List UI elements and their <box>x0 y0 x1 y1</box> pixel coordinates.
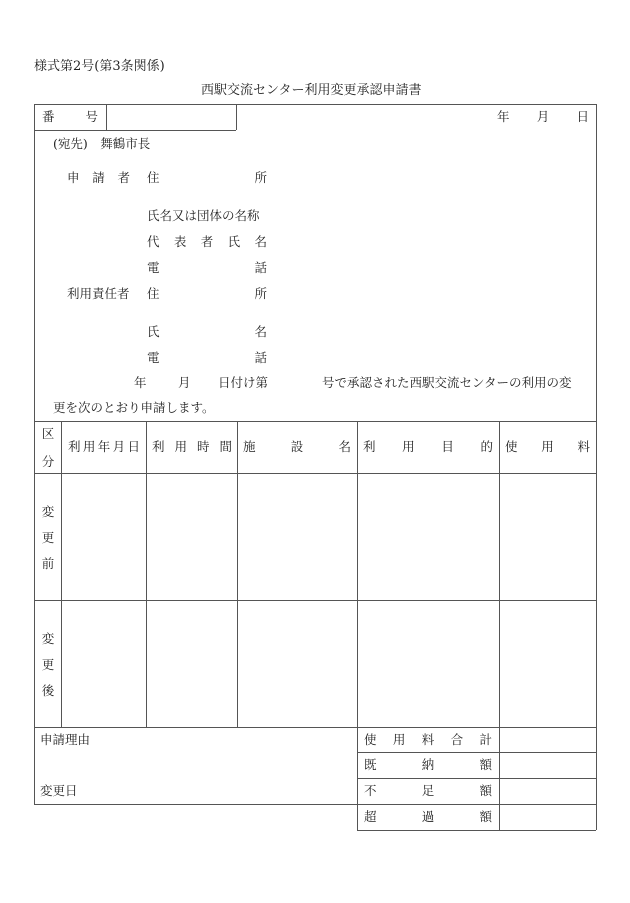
responsible-address-label: 住 所 <box>147 286 267 301</box>
representative-name-label: 代 表 者 氏 名 <box>147 234 267 249</box>
page-title: 西駅交流センター利用変更承認申請書 <box>201 83 422 98</box>
applicant-address-label: 住 所 <box>147 170 267 185</box>
shortfall-amount-label: 不 足 額 <box>364 783 492 798</box>
applicant-name-label: 氏名又は団体の名称 <box>147 208 260 223</box>
number-label: 番 号 <box>42 109 98 124</box>
header-purpose: 利 用 目 的 <box>363 439 493 454</box>
application-date[interactable]: 年 月 日 <box>497 109 589 124</box>
row-label-after: 変 更 後 <box>41 631 55 698</box>
header-usage-date: 利 用 年 月 日 <box>68 439 140 454</box>
row-label-before: 変 更 前 <box>41 504 55 571</box>
reason-label: 申請理由 <box>40 732 91 747</box>
header-category: 区 分 <box>41 426 55 469</box>
change-date-label: 変更日 <box>40 783 78 798</box>
applicant-label: 申 請 者 <box>67 170 130 185</box>
form-number: 様式第2号(第3条関係) <box>34 59 165 74</box>
excess-amount-label: 超 過 額 <box>364 809 492 824</box>
responsible-phone-label: 電 話 <box>147 350 267 365</box>
header-usage-time: 利 用 時 間 <box>152 439 232 454</box>
responsible-label: 利用責任者 <box>67 286 130 301</box>
applicant-phone-label: 電 話 <box>147 260 267 275</box>
header-facility: 施 設 名 <box>243 439 351 454</box>
fee-total-label: 使 用 料 合 計 <box>364 732 492 747</box>
header-fee: 使 用 料 <box>505 439 590 454</box>
responsible-name-label: 氏 名 <box>147 324 267 339</box>
number-field[interactable] <box>107 105 235 129</box>
paid-amount-label: 既 納 額 <box>364 757 492 772</box>
addressee: (宛先) 舞鶴市長 <box>53 136 151 151</box>
